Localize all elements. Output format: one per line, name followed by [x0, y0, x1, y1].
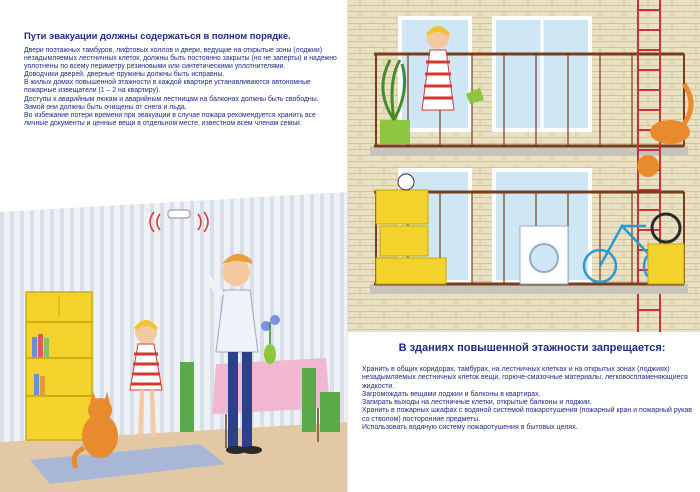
right-page-heading: В зданиях повышенной этажности запрещается:: [398, 342, 666, 354]
prohibited-list: [362, 366, 692, 432]
green-chair: [180, 362, 194, 432]
smoke-detector-illustration: [0, 192, 348, 492]
prohibited-item: Запирать выходы на лестничные клетки, открытые балконы и лоджии.: [362, 399, 592, 407]
left-paragraph: Доводчики дверей, дверные пружины должны быть исправны.: [24, 71, 225, 79]
left-paragraph: Во избежание потери времени при эвакуации в случае пожара рекомендуется хранить все личные документы и ценные вещи в отдельном месте, известном всем членам семьи.: [24, 111, 316, 127]
left-paragraph: Доступы к аварийным люкам и аварийным лестницам на балконах должны быть свободны. Зимой они должны быть очищены от снега и льда.: [24, 95, 319, 111]
washing-machine: [520, 226, 568, 284]
prohibited-item: Использовать водяную систему пожаротушения в бытовых целях.: [362, 424, 578, 432]
yellow-shelf: [26, 292, 92, 440]
prohibited-item: Хранить в общих коридорах, тамбурах, на лестничных клетках и на открытых зонах (лоджиях) незадымляемых лестничных клеток вещи, горюче-смазочные материалы, легковоспламеняющиеся жидкости.: [362, 366, 688, 390]
prohibited-item: Хранить в пожарных шкафах с водяной системой пожаротушения (пожарный кран и пожарный рукав со стволом) посторонние предметы.: [362, 407, 692, 423]
balcony-illustration: [348, 0, 700, 332]
left-page-body: [24, 47, 338, 128]
left-paragraph: Двери поэтажных тамбуров, лифтовых холлов и двери, ведущие на открытые зоны (лоджии) незадымляемых лестничных клеток, должны быть постоянно закрыты (но не заперты) и надежно уплотнены по всему периметру резиновыми или синтетическими уплотнителями.: [24, 47, 337, 71]
right-page: [348, 0, 700, 492]
prohibited-item: Загромождать вещами лоджии и балконы в квартирах.: [362, 390, 541, 398]
left-paragraph: В жилых домах повышенной этажности в каждой квартире устанавливаются автономные пожарные извещатели (1 – 2 на квартиру).: [24, 79, 311, 95]
left-page-heading: Пути эвакуации должны содержаться в полном порядке.: [24, 30, 291, 41]
yellow-box: [648, 244, 684, 284]
green-chair: [302, 368, 316, 432]
left-page: [0, 0, 348, 492]
